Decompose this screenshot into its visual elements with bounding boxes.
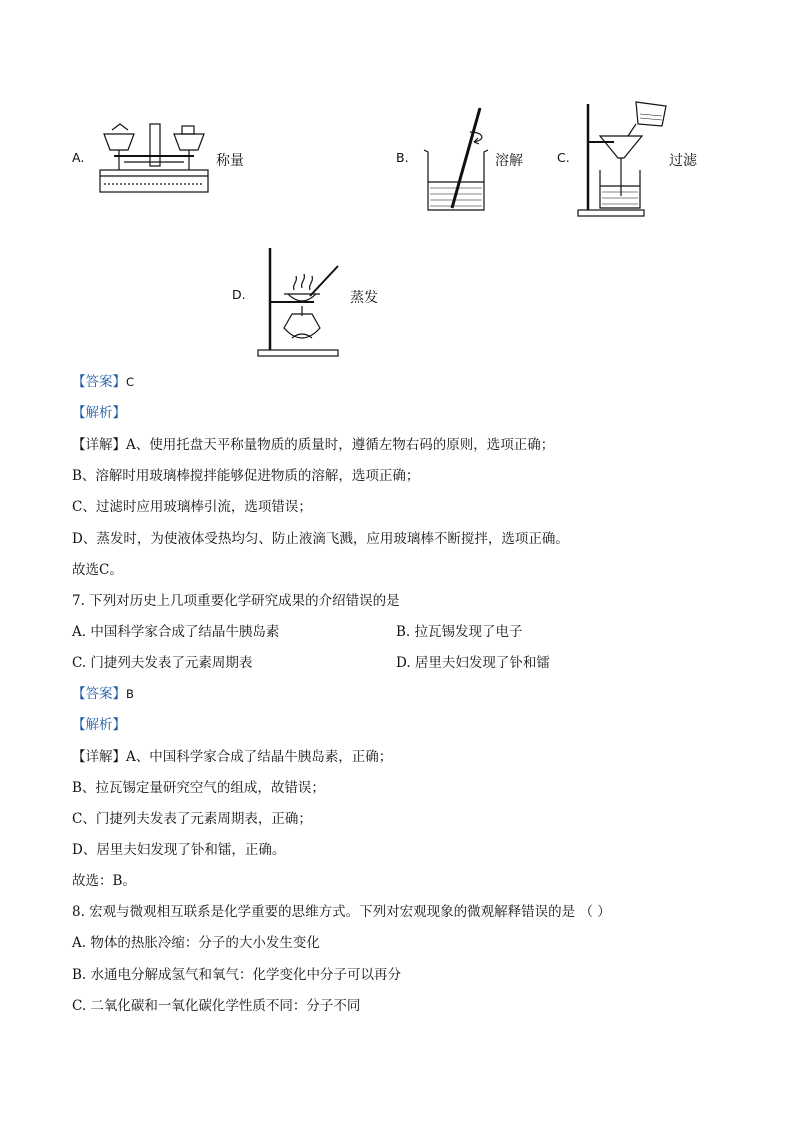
- q8-stem: 8. 宏观与微观相互联系是化学重要的思维方式。下列对宏观现象的微观解释错误的是 （ ）: [72, 904, 611, 920]
- beaker-stirring-figure: [418, 104, 494, 216]
- q7-detail-line-2: B、拉瓦锡定量研究空气的组成，故错误；: [72, 780, 325, 796]
- q6-detail-text-1: A、使用托盘天平称量物质的质量时，遵循左物右码的原则，选项正确；: [126, 437, 555, 453]
- q7-option-d: D. 居里夫妇发现了钋和镭: [396, 655, 550, 671]
- figure-c-caption: 过滤: [669, 153, 697, 169]
- q7-option-a: A. 中国科学家合成了结晶牛胰岛素: [72, 624, 280, 640]
- filtration-figure: [574, 96, 678, 220]
- q6-detail-line-3: C、过滤时应用玻璃棒引流，选项错误；: [72, 499, 312, 515]
- q6-detail-line-1: [72, 436, 554, 454]
- q7-stem: 7. 下列对历史上几项重要化学研究成果的介绍错误的是: [72, 593, 400, 609]
- q6-conclusion: 故选C。: [72, 562, 123, 578]
- q7-option-b: B. 拉瓦锡发现了电子: [396, 624, 523, 640]
- q7-detail-line-1: [72, 748, 392, 766]
- figure-a-caption: 称量: [216, 153, 244, 169]
- q7-analysis-line: [72, 716, 126, 734]
- figure-c-letter: C.: [557, 150, 570, 165]
- figure-b-caption: 溶解: [495, 153, 523, 169]
- q6-detail-line-4: D、蒸发时，为使液体受热均匀、防止液滴飞溅，应用玻璃棒不断搅拌，选项正确。: [72, 531, 569, 547]
- q8-option-a: A. 物体的热胀冷缩：分子的大小发生变化: [72, 935, 320, 951]
- q7-option-c: C. 门捷列夫发表了元素周期表: [72, 655, 253, 671]
- q8-option-b: B. 水通电分解成氢气和氧气：化学变化中分子可以再分: [72, 967, 402, 983]
- q7-analysis-tag: 【解析】: [72, 717, 126, 733]
- q7-conclusion: 故选：B。: [72, 873, 136, 889]
- balance-figure: [94, 116, 214, 196]
- q7-answer: B: [126, 687, 134, 701]
- q7-detail-text-1: A、中国科学家合成了结晶牛胰岛素，正确；: [126, 749, 393, 765]
- evaporation-figure: [254, 244, 346, 360]
- figure-b-letter: B.: [396, 150, 409, 165]
- q6-detail-tag: 【详解】: [72, 437, 126, 453]
- q6-answer-tag: 【答案】: [72, 374, 126, 390]
- q6-analysis-line: [72, 404, 126, 422]
- q6-answer: C: [126, 375, 135, 389]
- q7-answer-tag: 【答案】: [72, 686, 126, 702]
- q7-detail-line-4: D、居里夫妇发现了钋和镭，正确。: [72, 842, 286, 858]
- figure-d-caption: 蒸发: [350, 290, 378, 306]
- q6-analysis-tag: 【解析】: [72, 405, 126, 421]
- q6-detail-line-2: B、溶解时用玻璃棒搅拌能够促进物质的溶解，选项正确；: [72, 468, 420, 484]
- figure-a-letter: A.: [72, 150, 85, 165]
- q8-option-c: C. 二氧化碳和一氧化碳化学性质不同：分子不同: [72, 998, 361, 1014]
- q7-detail-line-3: C、门捷列夫发表了元素周期表，正确；: [72, 811, 312, 827]
- figure-d-letter: D.: [232, 287, 246, 302]
- q7-detail-tag: 【详解】: [72, 749, 126, 765]
- q6-answer-line: [72, 373, 134, 391]
- q7-answer-line: [72, 685, 134, 703]
